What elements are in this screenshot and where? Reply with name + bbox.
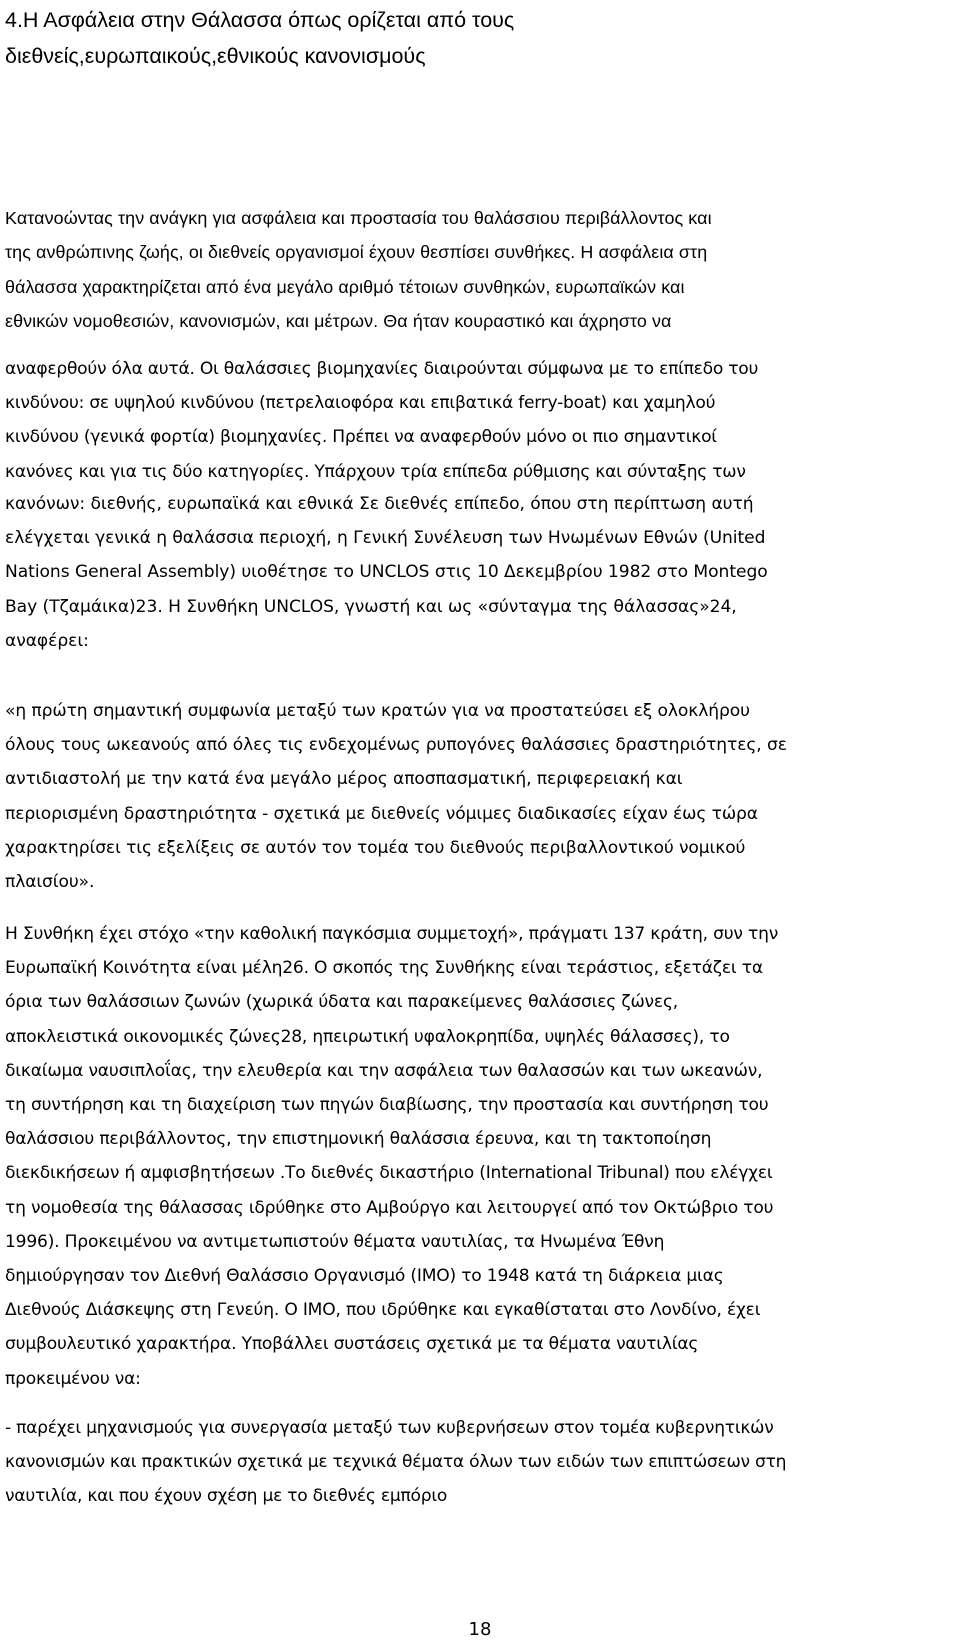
text-line: Η Συνθήκη έχει στόχο «την καθολική παγκόσμια συμμετοχή», πράγματι 137 κράτη, συν την bbox=[5, 924, 779, 944]
bullet-paragraph bbox=[5, 1411, 921, 1514]
text-line: Nations General Assembly) υιοθέτησε το UNCLOS στις 10 Δεκεμβρίου 1982 στο Montego bbox=[5, 562, 768, 583]
text-line: - παρέχει μηχανισμούς για συνεργασία μεταξύ των κυβερνήσεων στον τομέα κυβερνητικών bbox=[5, 1418, 774, 1438]
text-line: 1996). Προκειμένου να αντιμετωπιστούν θέματα ναυτιλίας, τα Ηνωμένα Έθνη bbox=[5, 1231, 665, 1252]
text-line: διεκδικήσεων ή αμφισβητήσεων .Το διεθνές δικαστήριο (International Tribunal) που ελέγχει bbox=[5, 1163, 773, 1184]
text-line: συμβουλευτικό χαρακτήρα. Υποβάλλει συστάσεις σχετικά με τα θέματα ναυτιλίας bbox=[5, 1334, 699, 1355]
title-line: 4.Η Ασφάλεια στην Θάλασσα όπως ορίζεται από τους bbox=[5, 8, 515, 32]
text-line: κανόνες και για τις δύο κατηγορίες. Υπάρχουν τρία επίπεδα ρύθμισης και σύνταξης των bbox=[5, 461, 746, 482]
body-paragraph-unclos bbox=[5, 487, 921, 658]
treaty-paragraph bbox=[5, 917, 921, 1396]
text-line: όλους τους ωκεανούς από όλες τις ενδεχομένως ρυπογόνες θαλάσσιες δραστηριότητες, σε bbox=[5, 735, 787, 756]
text-line: θαλάσσιου περιβάλλοντος, την επιστημονική θαλάσσια έρευνα, και τη τακτοποίηση bbox=[5, 1129, 712, 1150]
section-title bbox=[5, 2, 905, 74]
text-line: δικαίωμα ναυσιπλοΐας, την ελευθερία και την ασφάλεια των θαλασσών και των ωκεανών, bbox=[5, 1060, 763, 1081]
text-line: αποκλειστικά οικονομικές ζώνες28, ηπειρωτική υφαλοκρηπίδα, υψηλές θάλασσες), το bbox=[5, 1026, 730, 1047]
text-line: της ανθρώπινης ζωής, οι διεθνείς οργανισμοί έχουν θεσπίσει συνθήκες. Η ασφάλεια στη bbox=[5, 242, 708, 263]
text-line: Bay (Τζαμάικα)23. Η Συνθήκη UNCLOS, γνωστή και ως «σύνταγμα της θάλασσας»24, bbox=[5, 596, 737, 617]
intro-paragraph bbox=[5, 201, 921, 339]
text-line: Κατανοώντας την ανάγκη για ασφάλεια και προστασία του θαλάσσιου περιβάλλοντος και bbox=[5, 208, 712, 228]
text-line: προκειμένου να: bbox=[5, 1368, 141, 1389]
title-line: διεθνείς,ευρωπαικούς,εθνικούς κανονισμούς bbox=[5, 44, 426, 68]
text-line: περιορισμένη δραστηριότητα - σχετικά με διεθνείς νόμιμες διαδικασίες είχαν έως τώρα bbox=[5, 803, 758, 824]
text-line: αντιδιαστολή με την κατά ένα μεγάλο μέρος αποσπασματική, περιφερειακή και bbox=[5, 769, 683, 790]
text-line: εθνικών νομοθεσιών, κανονισμών, και μέτρων. Θα ήταν κουραστικό και άχρηστο να bbox=[5, 311, 672, 332]
quote-paragraph bbox=[5, 694, 921, 899]
body-paragraph-industries bbox=[5, 352, 921, 489]
text-line: κινδύνου (γενικά φορτία) βιομηχανίες. Πρέπει να αναφερθούν μόνο οι πιο σημαντικοί bbox=[5, 427, 717, 448]
text-line: Διεθνούς Διάσκεψης στη Γενεύη. Ο IMO, που ιδρύθηκε και εγκαθίσταται στο Λονδίνο, έχει bbox=[5, 1300, 761, 1321]
text-line: όρια των θαλάσσιων ζωνών (χωρικά ύδατα και παρακείμενες θαλάσσιες ζώνες, bbox=[5, 992, 679, 1013]
text-line: ελέγχεται γενικά η θαλάσσια περιοχή, η Γενική Συνέλευση των Ηνωμένων Εθνών (United bbox=[5, 528, 766, 549]
text-line: τη συντήρηση και τη διαχείριση των πηγών διαβίωσης, την προστασία και συντήρηση του bbox=[5, 1095, 769, 1116]
text-line: δημιούργησαν τον Διεθνή Θαλάσσιο Οργανισμό (IMO) το 1948 κατά τη διάρκεια μιας bbox=[5, 1266, 724, 1287]
text-line: ναυτιλία, και που έχουν σχέση με το διεθνές εμπόριο bbox=[5, 1486, 448, 1507]
text-line: τη νομοθεσία της θάλασσας ιδρύθηκε στο Αμβούργο και λειτουργεί από τον Οκτώβριο του bbox=[5, 1197, 774, 1218]
text-line: Ευρωπαϊκή Κοινότητα είναι μέλη26. Ο σκοπός της Συνθήκης είναι τεράστιος, εξετάζει τα bbox=[5, 958, 763, 979]
text-line: κανονισμών και πρακτικών σχετικά με τεχνικά θέματα όλων των ειδών των επιπτώσεων στη bbox=[5, 1452, 787, 1473]
text-line: αναφερθούν όλα αυτά. Οι θαλάσσιες βιομηχανίες διαιρούνται σύμφωνα με το επίπεδο του bbox=[5, 359, 759, 379]
text-line: αναφέρει: bbox=[5, 630, 89, 651]
text-line: κανόνων: διεθνής, ευρωπαϊκά και εθνικά Σε διεθνές επίπεδο, όπου στη περίπτωση αυτή bbox=[5, 494, 754, 514]
page-number: 18 bbox=[468, 1619, 492, 1640]
text-line: χαρακτηρίσει τις εξελίξεις σε αυτόν τον τομέα του διεθνούς περιβαλλοντικού νομικού bbox=[5, 837, 746, 858]
text-line: πλαισίου». bbox=[5, 872, 95, 893]
text-line: θάλασσα χαρακτηρίζεται από ένα μεγάλο αριθμό τέτοιων συνθηκών, ευρωπαϊκών και bbox=[5, 276, 685, 297]
text-line: «η πρώτη σημαντική συμφωνία μεταξύ των κρατών για να προστατεύσει εξ ολοκλήρου bbox=[5, 701, 750, 721]
text-line: κινδύνου: σε υψηλού κινδύνου (πετρελαιοφόρα και επιβατικά ferry-boat) και χαμηλού bbox=[5, 393, 716, 414]
